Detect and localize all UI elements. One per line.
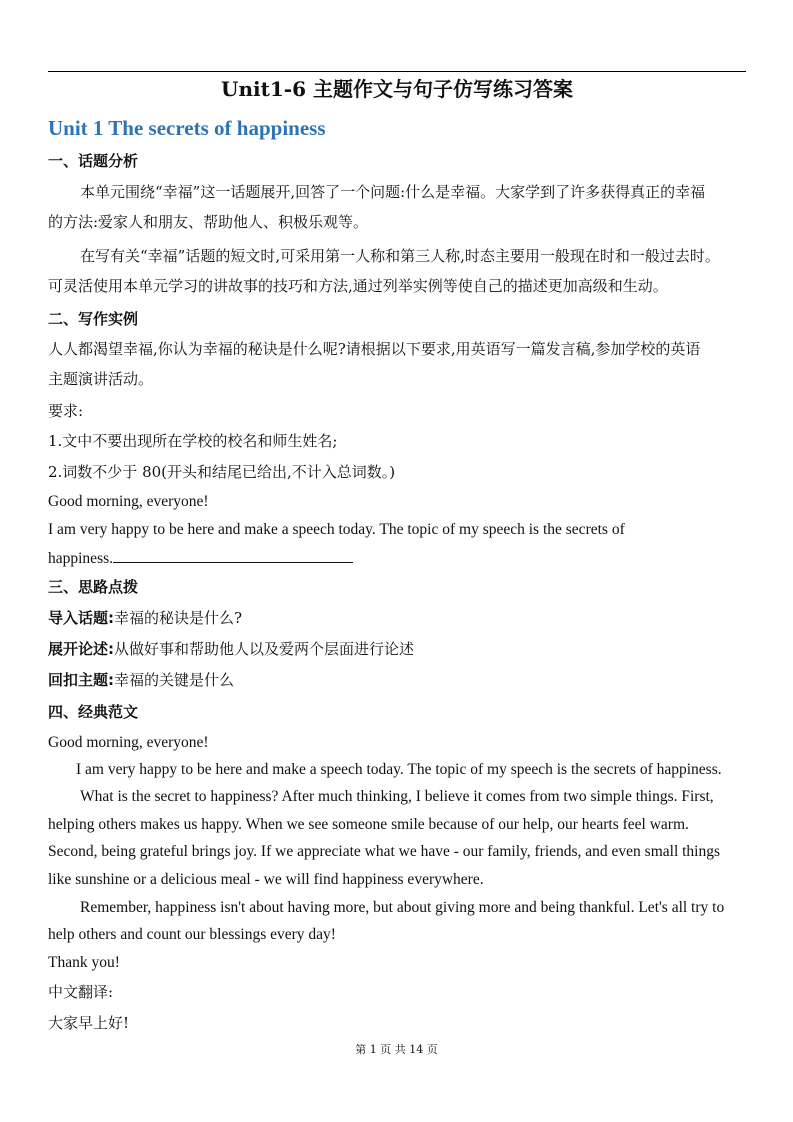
opening-line-2-text: happiness. [48,550,114,567]
thinking-intro-label: 导入话题: [48,609,114,627]
page-title: Unit1-6 主题作文与句子仿写练习答案 [221,77,573,101]
opening-line-2 [48,548,353,569]
thinking-conclude [48,670,234,690]
thinking-intro [48,608,242,628]
opening-greeting: Good morning, everyone! [48,493,209,510]
thinking-intro-text: 幸福的秘诀是什么? [114,609,243,627]
unit-heading: Unit 1 The secrets of happiness [48,116,326,140]
requirements-label: 要求: [48,402,84,420]
section-heading-thinking-points: 三、思路点拨 [48,578,139,596]
translation-label: 中文翻译: [48,983,114,1001]
topic-analysis-para2-line1: 在写有关“幸福”话题的短文时,可采用第一人称和第三人称,时态主要用一般现在时和一般过去时。 [80,247,720,265]
section-heading-model-essay: 四、经典范文 [48,703,139,721]
opening-line-1: I am very happy to be here and make a speech today. The topic of my speech is the secrets of [48,521,625,538]
essay-closing: Thank you! [48,954,120,971]
thinking-develop-text: 从做好事和帮助他人以及爱两个层面进行论述 [114,640,415,658]
essay-line-7: help others and count our blessings every day! [48,926,336,943]
topic-analysis-para1-line2: 的方法:爱家人和朋友、帮助他人、积极乐观等。 [48,213,369,231]
writing-prompt-line2: 主题演讲活动。 [48,370,154,388]
thinking-conclude-label: 回扣主题: [48,671,114,689]
topic-analysis-para2-line2: 可灵活使用本单元学习的讲故事的技巧和方法,通过列举实例等使自己的描述更加高级和生动。 [48,277,668,295]
essay-line-5: like sunshine or a delicious meal - we will find happiness everywhere. [48,871,484,888]
essay-line-2: What is the secret to happiness? After much thinking, I believe it comes from two simple things. First, [80,788,714,805]
page-indicator: 第 1 页 共 14 页 [355,1043,438,1056]
essay-greeting: Good morning, everyone! [48,734,209,751]
essay-line-4: Second, being grateful brings joy. If we appreciate what we have - our family, friends, and even small things [48,843,721,860]
requirement-1: 1.文中不要出现所在学校的校名和师生姓名; [48,432,338,450]
header-rule [48,71,746,72]
answer-blank [113,548,353,563]
writing-prompt-line1: 人人都渴望幸福,你认为幸福的秘诀是什么呢?请根据以下要求,用英语写一篇发言稿,参加学校的英语 [48,340,701,358]
thinking-develop [48,639,414,659]
essay-line-1: I am very happy to be here and make a speech today. The topic of my speech is the secrets of happiness. [76,761,722,778]
section-heading-topic-analysis: 一、话题分析 [48,152,139,170]
thinking-develop-label: 展开论述: [48,640,114,658]
thinking-conclude-text: 幸福的关键是什么 [114,671,235,689]
topic-analysis-para1-line1: 本单元围绕“幸福”这一话题展开,回答了一个问题:什么是幸福。大家学到了许多获得真正的幸福 [80,183,706,201]
requirement-2: 2.词数不少于 80(开头和结尾已给出,不计入总词数。) [48,463,396,481]
essay-line-6: Remember, happiness isn't about having more, but about giving more and being thankful. Let's all try to [80,899,725,916]
essay-line-3: helping others makes us happy. When we see someone smile because of our help, our hearts feel warm. [48,816,689,833]
translation-greeting: 大家早上好! [48,1014,130,1032]
section-heading-writing-example: 二、写作实例 [48,310,139,328]
